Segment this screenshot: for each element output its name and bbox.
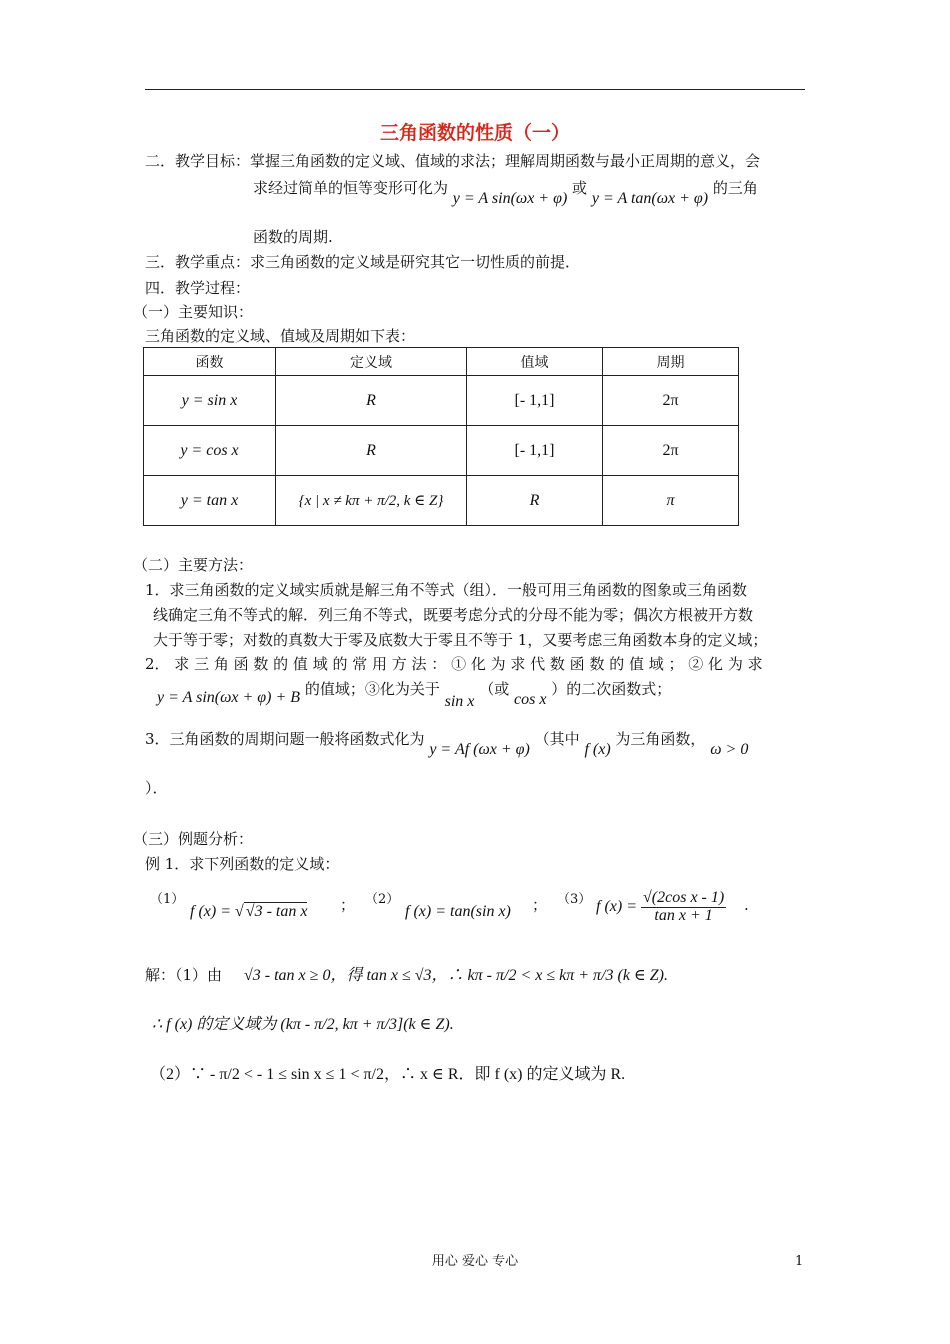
method-1-line-3: 大于等于零；对数的真数大于零及底数大于零且不等于 1，又要考虑三角函数本身的定义域； xyxy=(153,631,768,649)
part-2-sep: ； xyxy=(532,896,548,914)
page-number: 1 xyxy=(795,1254,804,1269)
goal-line-2 xyxy=(253,179,758,207)
goal-text-2: 求经过简单的恒等变形可化为 xyxy=(253,179,449,197)
cell-function: y = cos x xyxy=(144,426,276,476)
part-3-end: . xyxy=(744,896,749,914)
teaching-process: 四．教学过程： xyxy=(145,279,251,297)
part-3-denominator: tan x + 1 xyxy=(654,906,713,924)
formula-af: y = Af (ωx + φ) xyxy=(429,741,530,758)
header-domain: 定义域 xyxy=(276,348,467,376)
knowledge-heading: （一）主要知识： xyxy=(133,303,254,321)
solution-step-3: （2）∵ - π/2 < - 1 ≤ sin x ≤ 1 < π/2，∴ x ∈ R．即 f (x) 的定义域为 R. xyxy=(150,1066,626,1083)
part-1-sep: ； xyxy=(340,896,356,914)
method-3-end: ）． xyxy=(145,779,168,797)
page-footer: 用心 爱心 专心 xyxy=(431,1254,519,1269)
method-1-line-2: 线确定三角不等式的解．列三角不等式，既要考虑分式的分母不能为零；偶次方根被开方数 xyxy=(153,606,754,624)
formula-asin: y = A sin(ωx + φ) xyxy=(452,190,568,207)
cell-range: R xyxy=(467,476,603,526)
formula-asin-b: y = A sin(ωx + φ) + B xyxy=(157,689,301,706)
solution-label: 解：（1）由 xyxy=(145,966,223,984)
goal-or: 或 xyxy=(572,179,588,197)
page-title: 三角函数的性质（一） xyxy=(379,122,570,144)
part-2-formula: f (x) = tan(sin x) xyxy=(405,903,511,920)
cell-function: y = tan x xyxy=(144,476,276,526)
method-3-text-1: 3．三角函数的周期问题一般将函数式化为 xyxy=(145,730,425,748)
cell-period: π xyxy=(603,476,739,526)
method-1-line-1: 1．求三角函数的定义域实质就是解三角不等式（组）．一般可用三角函数的图象或三角函数 xyxy=(145,581,748,599)
goal-label: 二．教学目标： xyxy=(145,152,251,170)
table-row xyxy=(144,426,739,476)
method-2-text-2: （或 xyxy=(479,680,510,698)
cos-x: cos x xyxy=(513,691,547,708)
goal-text-2-end: 的三角 xyxy=(712,179,758,197)
part-1-formula: f (x) = √ √3 - tan x xyxy=(190,903,308,920)
cell-function: y = sin x xyxy=(144,376,276,426)
top-rule xyxy=(145,89,805,90)
cell-domain: {x | x ≠ kπ + π/2, k ∈ Z} xyxy=(276,476,467,526)
part-2-label: （2） xyxy=(365,892,400,907)
method-2-text-1: 的值域；③化为关于 xyxy=(304,680,440,698)
method-3-line-1 xyxy=(145,730,749,758)
trig-property-table xyxy=(143,347,739,526)
table-intro: 三角函数的定义域、值域及周期如下表： xyxy=(145,327,416,345)
header-range: 值域 xyxy=(467,348,603,376)
formula-atan: y = A tan(ωx + φ) xyxy=(591,190,709,207)
cell-range: [- 1,1] xyxy=(467,376,603,426)
goal-text-1: 掌握三角函数的定义域、值域的求法；理解周期函数与最小正周期的意义，会 xyxy=(250,152,761,170)
omega-positive: ω > 0 xyxy=(710,741,749,758)
part-1-label: （1） xyxy=(150,892,185,907)
table-row xyxy=(144,476,739,526)
method-2-text-3: ）的二次函数式； xyxy=(551,680,672,698)
cell-range: [- 1,1] xyxy=(467,426,603,476)
part-3-numerator: √(2cos x - 1) xyxy=(643,889,725,906)
f-of-x: f (x) xyxy=(584,741,611,758)
goal-line-1 xyxy=(145,152,760,170)
teaching-focus: 三．教学重点：求三角函数的定义域是研究其它一切性质的前提． xyxy=(145,253,581,271)
cell-domain: R xyxy=(276,426,467,476)
solution-step-2: ∴ f (x) 的定义域为 (kπ - π/2, kπ + π/3](k ∈ Z). xyxy=(152,1016,454,1033)
sin-x: sin x xyxy=(444,693,475,710)
method-3-text-3: 为三角函数， xyxy=(615,730,706,748)
methods-heading: （二）主要方法： xyxy=(133,556,254,574)
part-3-formula: f (x) = $\frac{\text{√(2cos x - 1)}}{\text{tan x + 1}}$ xyxy=(596,889,725,924)
header-function: 函数 xyxy=(144,348,276,376)
cell-domain: R xyxy=(276,376,467,426)
cell-period: 2π xyxy=(603,426,739,476)
cell-period: 2π xyxy=(603,376,739,426)
method-3-text-2: （其中 xyxy=(534,730,580,748)
method-2-line-2 xyxy=(157,680,672,710)
method-2-line-1: 2． 求 三 角 函 数 的 值 域 的 常 用 方 法 ： ① 化 为 求 代 数 函 数 的 值 域 ； ② 化 为 求 xyxy=(145,655,763,673)
example-1-title: 例 1．求下列函数的定义域： xyxy=(145,855,340,873)
table-row xyxy=(144,376,739,426)
goal-line-3: 函数的周期. xyxy=(253,228,333,246)
table-header-row xyxy=(144,348,739,376)
examples-heading: （三）例题分析： xyxy=(133,830,254,848)
part-3-label: （3） xyxy=(557,892,592,907)
header-period: 周期 xyxy=(603,348,739,376)
solution-step-1: √3 - tan x ≥ 0，得 tan x ≤ √3，∴ kπ - π/2 < x ≤ kπ + π/3 (k ∈ Z). xyxy=(244,967,669,984)
